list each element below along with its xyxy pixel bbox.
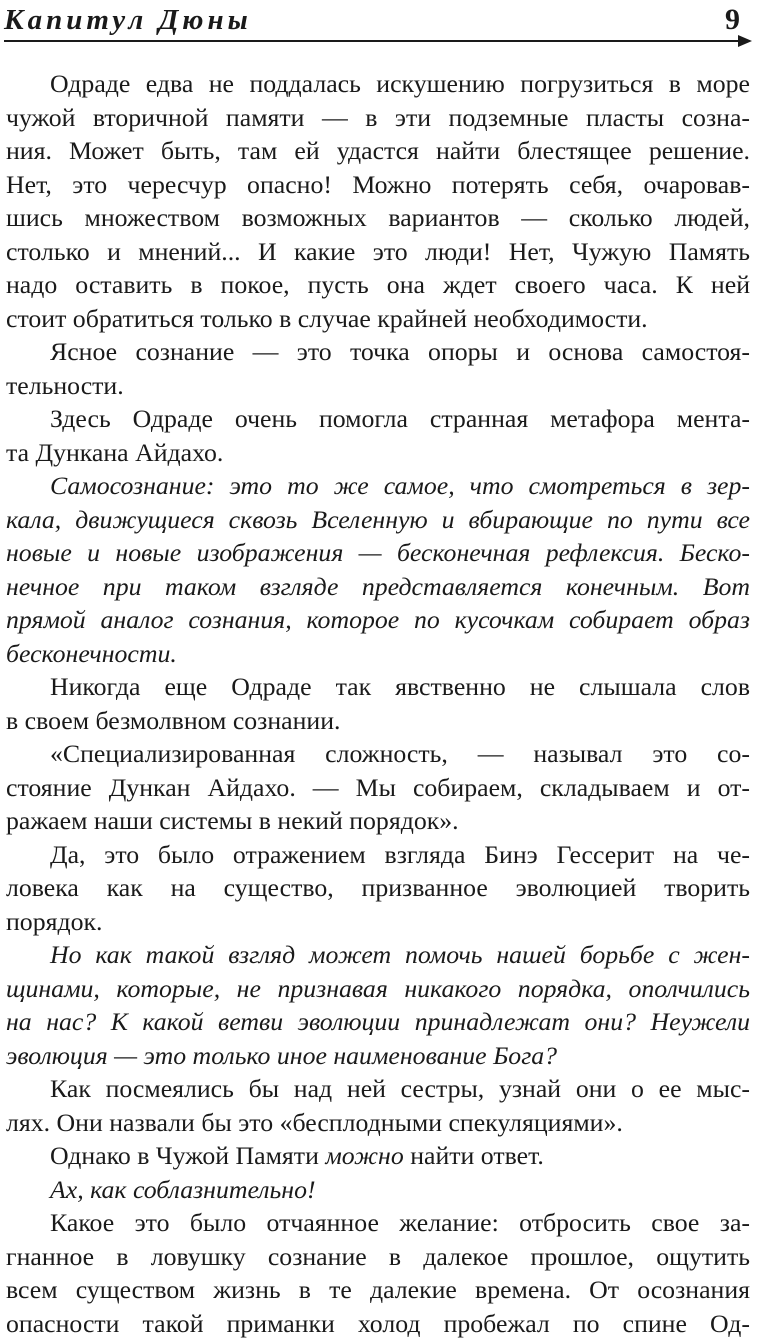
emphasis-word: можно bbox=[325, 1141, 403, 1170]
text-segment: найти ответ. bbox=[404, 1141, 544, 1170]
header-rule-end bbox=[738, 35, 752, 47]
text-line: ния. Может быть, там ей удастся найти блестящее решение. bbox=[6, 134, 750, 168]
text-line: порядок. bbox=[6, 905, 750, 939]
text-line: щинами, которые, не признавая никакого порядка, ополчились bbox=[6, 972, 750, 1006]
text-line: в своем безмолвном сознании. bbox=[6, 704, 750, 738]
text-line: Здесь Одраде очень помогла странная метафора мента- bbox=[6, 402, 750, 436]
text-line: Нет, это чересчур опасно! Можно потерять себя, очаровав- bbox=[6, 168, 750, 202]
text-line: Никогда еще Одраде так явственно не слышала слов bbox=[6, 670, 750, 704]
text-line: Но как такой взгляд может помочь нашей борьбе с жен- bbox=[6, 938, 750, 972]
text-line: тельности. bbox=[6, 369, 750, 403]
text-line: Самосознание: это то же самое, что смотреться в зер- bbox=[6, 469, 750, 503]
text-line: стоит обратиться только в случае крайней необходимости. bbox=[6, 302, 750, 336]
text-line: «Специализированная сложность, — называл это со- bbox=[6, 737, 750, 771]
text-line: ражаем наши системы в некий порядок». bbox=[6, 804, 750, 838]
text-line: стояние Дункан Айдахо. — Мы собираем, складываем и от- bbox=[6, 771, 750, 805]
text-line: прямой аналог сознания, которое по кусочкам собирает образ bbox=[6, 603, 750, 637]
text-line: эволюция — это только иное наименование Бога? bbox=[6, 1039, 750, 1073]
text-line: новые и новые изображения — бесконечная рефлексия. Беско- bbox=[6, 536, 750, 570]
text-line: кала, движущиеся сквозь Вселенную и вбирающие по пути все bbox=[6, 503, 750, 537]
text-line bbox=[6, 1139, 750, 1173]
text-line: Ах, как соблазнительно! bbox=[6, 1173, 750, 1207]
text-line: опасности такой приманки холод пробежал по спине Од- bbox=[6, 1307, 750, 1340]
page-number: 9 bbox=[725, 2, 740, 38]
text-line: та Дункана Айдахо. bbox=[6, 436, 750, 470]
body-text bbox=[6, 67, 750, 1340]
text-line: надо оставить в покое, пусть она ждет своего часа. К ней bbox=[6, 268, 750, 302]
text-line: бесконечности. bbox=[6, 637, 750, 671]
text-line: столько и мнений... И какие это люди! Нет, Чужую Память bbox=[6, 235, 750, 269]
text-line: Одраде едва не поддалась искушению погрузиться в море bbox=[6, 67, 750, 101]
text-line: Ясное сознание — это точка опоры и основа самостоя- bbox=[6, 335, 750, 369]
text-line: на нас? К какой ветви эволюции принадлежат они? Неужели bbox=[6, 1005, 750, 1039]
text-line: Да, это было отражением взгляда Бинэ Гессерит на че- bbox=[6, 838, 750, 872]
text-line: гнанное в ловушку сознание в далекое прошлое, ощутить bbox=[6, 1240, 750, 1274]
text-segment: Однако в Чужой Памяти bbox=[50, 1141, 325, 1170]
text-line: Какое это было отчаянное желание: отбросить свое за- bbox=[6, 1206, 750, 1240]
text-line: всем существом жизнь в те далекие времена. От осознания bbox=[6, 1273, 750, 1307]
text-line: шись множеством возможных вариантов — сколько людей, bbox=[6, 201, 750, 235]
text-line: Как посмеялись бы над ней сестры, узнай они о ее мыс- bbox=[6, 1072, 750, 1106]
header-rule bbox=[4, 40, 744, 42]
running-title: Капитул Дюны bbox=[4, 2, 252, 38]
text-line: чужой вторичной памяти — в эти подземные пласты созна- bbox=[6, 101, 750, 135]
text-line: ловека как на существо, призванное эволюцией творить bbox=[6, 871, 750, 905]
running-head bbox=[4, 2, 752, 42]
text-line: лях. Они назвали бы это «бесплодными спекуляциями». bbox=[6, 1106, 750, 1140]
text-line: нечное при таком взгляде представляется конечным. Вот bbox=[6, 570, 750, 604]
